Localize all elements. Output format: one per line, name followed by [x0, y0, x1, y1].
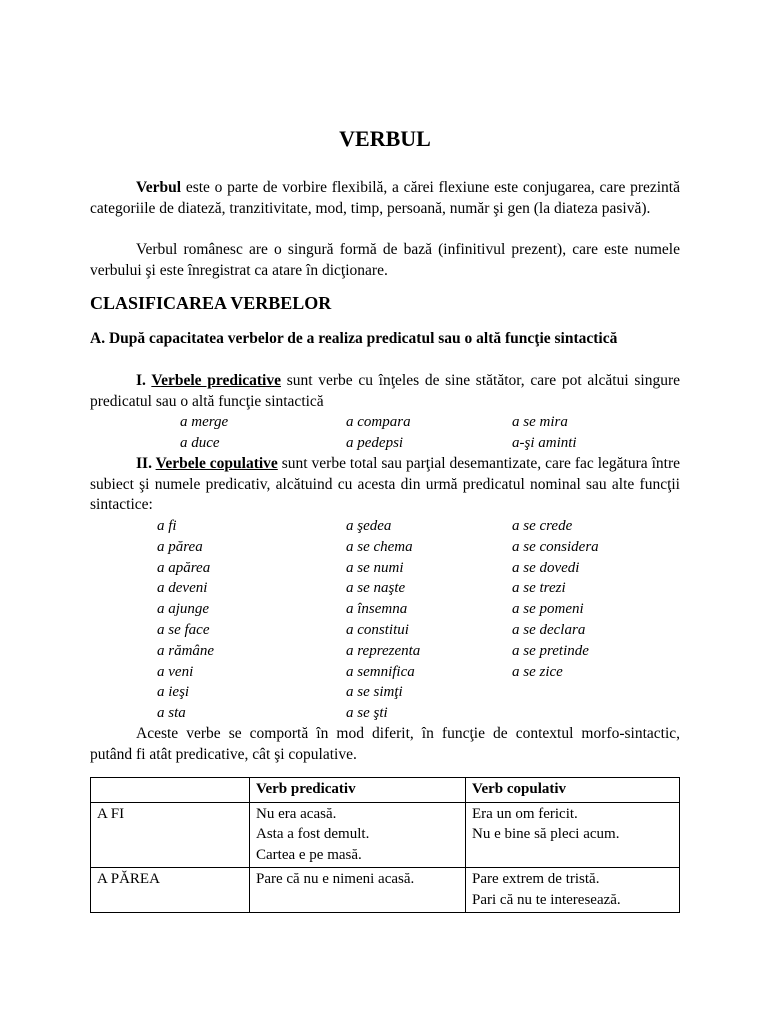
table-cell-verb: A PĂREA	[91, 868, 250, 913]
example-verb: a ajunge	[157, 601, 210, 618]
example-verb: a duce	[180, 434, 220, 451]
table-header-predicativ: Verb predicativ	[250, 778, 466, 803]
verbul-bold-term: Verbul	[136, 179, 182, 196]
example-sentence: Cartea e pe masă.	[256, 846, 362, 863]
example-verb: a merge	[180, 414, 229, 430]
table-cell-copulativ	[466, 802, 680, 868]
example-sentence: Nu e bine să pleci acum.	[472, 826, 620, 842]
section-heading: CLASIFICAREA VERBELOR	[90, 293, 332, 313]
section-a-heading: A. După capacitatea verbelor de a realiza predicatul sau o altă funcţie sintactică	[90, 330, 618, 347]
example-verb: a se şti	[346, 705, 388, 722]
example-verb: a rămâne	[157, 642, 215, 659]
example-verb: a şedea	[346, 518, 392, 534]
example-verb: a compara	[346, 414, 411, 430]
pred-examples-col2	[346, 412, 411, 454]
table-cell-copulativ	[466, 868, 680, 913]
example-verb: a deveni	[157, 580, 208, 597]
example-verb: a apărea	[157, 559, 211, 576]
cop-examples-col2	[346, 516, 420, 724]
example-verb: a semnifica	[346, 663, 415, 680]
note-paragraph: Aceste verbe se comportă în mod diferit, în funcţie de contextul morfo-sintactic, putând fi atât predicative, cât şi copulative.	[90, 725, 680, 763]
example-verb: a se face	[157, 621, 210, 638]
table-row	[91, 802, 680, 868]
cop-examples-col1	[157, 516, 214, 724]
example-verb: a se zice	[512, 663, 563, 680]
example-verb: a se simţi	[346, 684, 403, 701]
copulative-paragraph	[90, 454, 680, 516]
table-header-copulativ: Verb copulativ	[466, 778, 680, 803]
cop-term: Verbele copulative	[155, 455, 278, 472]
cop-examples-col3	[512, 516, 599, 682]
table-cell-predicativ	[250, 802, 466, 868]
example-verb: a însemna	[346, 601, 408, 618]
example-sentence: Asta a fost demult.	[256, 826, 370, 842]
example-sentence: Era un om fericit.	[472, 805, 578, 822]
cop-text: sunt verbe total sau parţial desemantizate, care fac legătura între subiect şi numele predicativ, alcătuind cu acesta din urmă predicatul nominal sau alte funcţii sintactice:	[90, 455, 680, 514]
example-verb: a-şi aminti	[512, 434, 577, 451]
verb-comparison-table	[90, 777, 680, 913]
example-sentence: Nu era acasă.	[256, 805, 337, 822]
example-verb: a se naşte	[346, 580, 406, 597]
example-verb: a reprezenta	[346, 642, 421, 659]
example-verb: a se pomeni	[512, 601, 584, 618]
example-verb: a constitui	[346, 621, 409, 638]
predicative-paragraph	[90, 371, 680, 412]
example-verb: a se considera	[512, 538, 599, 555]
pred-examples-col1	[180, 412, 228, 454]
example-verb: a sta	[157, 705, 186, 722]
table-cell-predicativ	[250, 868, 466, 913]
cop-label: II.	[136, 455, 156, 472]
intro-paragraph-2: Verbul românesc are o singură formă de bază (infinitivul prezent), care este numele verbului şi este înregistrat ca atare în dicţionare.	[90, 241, 680, 279]
intro-p1-text: este o parte de vorbire flexibilă, a cărei flexiune este conjugarea, care prezintă categoriile de diateză, tranzitivitate, mod, timp, persoană, număr şi gen (la diateza pasivă).	[90, 179, 680, 217]
example-verb: a se declara	[512, 621, 586, 638]
example-sentence: Pari că nu te interesează.	[472, 891, 621, 908]
example-verb: a se chema	[346, 538, 413, 555]
pred-text: sunt verbe cu înţeles de sine stătător, care pot alcătui singure predicatul sau o altă funcţie sintactică	[90, 372, 680, 410]
example-verb: a se mira	[512, 414, 568, 430]
table-row	[91, 868, 680, 913]
table-header-verb	[91, 778, 250, 803]
example-verb: a se pretinde	[512, 642, 589, 659]
table-header-row	[91, 778, 680, 803]
example-sentence: Pare că nu e nimeni acasă.	[256, 871, 415, 887]
pred-examples-col3	[512, 412, 577, 454]
example-verb: a se dovedi	[512, 559, 580, 576]
example-verb: a fi	[157, 518, 177, 534]
example-verb: a pedepsi	[346, 434, 404, 451]
page-title: VERBUL	[339, 126, 431, 151]
pred-term: Verbele predicative	[151, 372, 281, 389]
example-verb: a ieşi	[157, 684, 190, 701]
pred-label: I.	[136, 372, 152, 389]
example-verb: a se trezi	[512, 580, 566, 597]
table-cell-verb: A FI	[91, 802, 250, 868]
example-verb: a se numi	[346, 559, 404, 576]
example-verb: a se crede	[512, 518, 573, 534]
example-sentence: Pare extrem de tristă.	[472, 871, 600, 887]
intro-paragraph-1	[90, 178, 680, 219]
example-verb: a veni	[157, 663, 194, 680]
example-verb: a părea	[157, 538, 203, 555]
